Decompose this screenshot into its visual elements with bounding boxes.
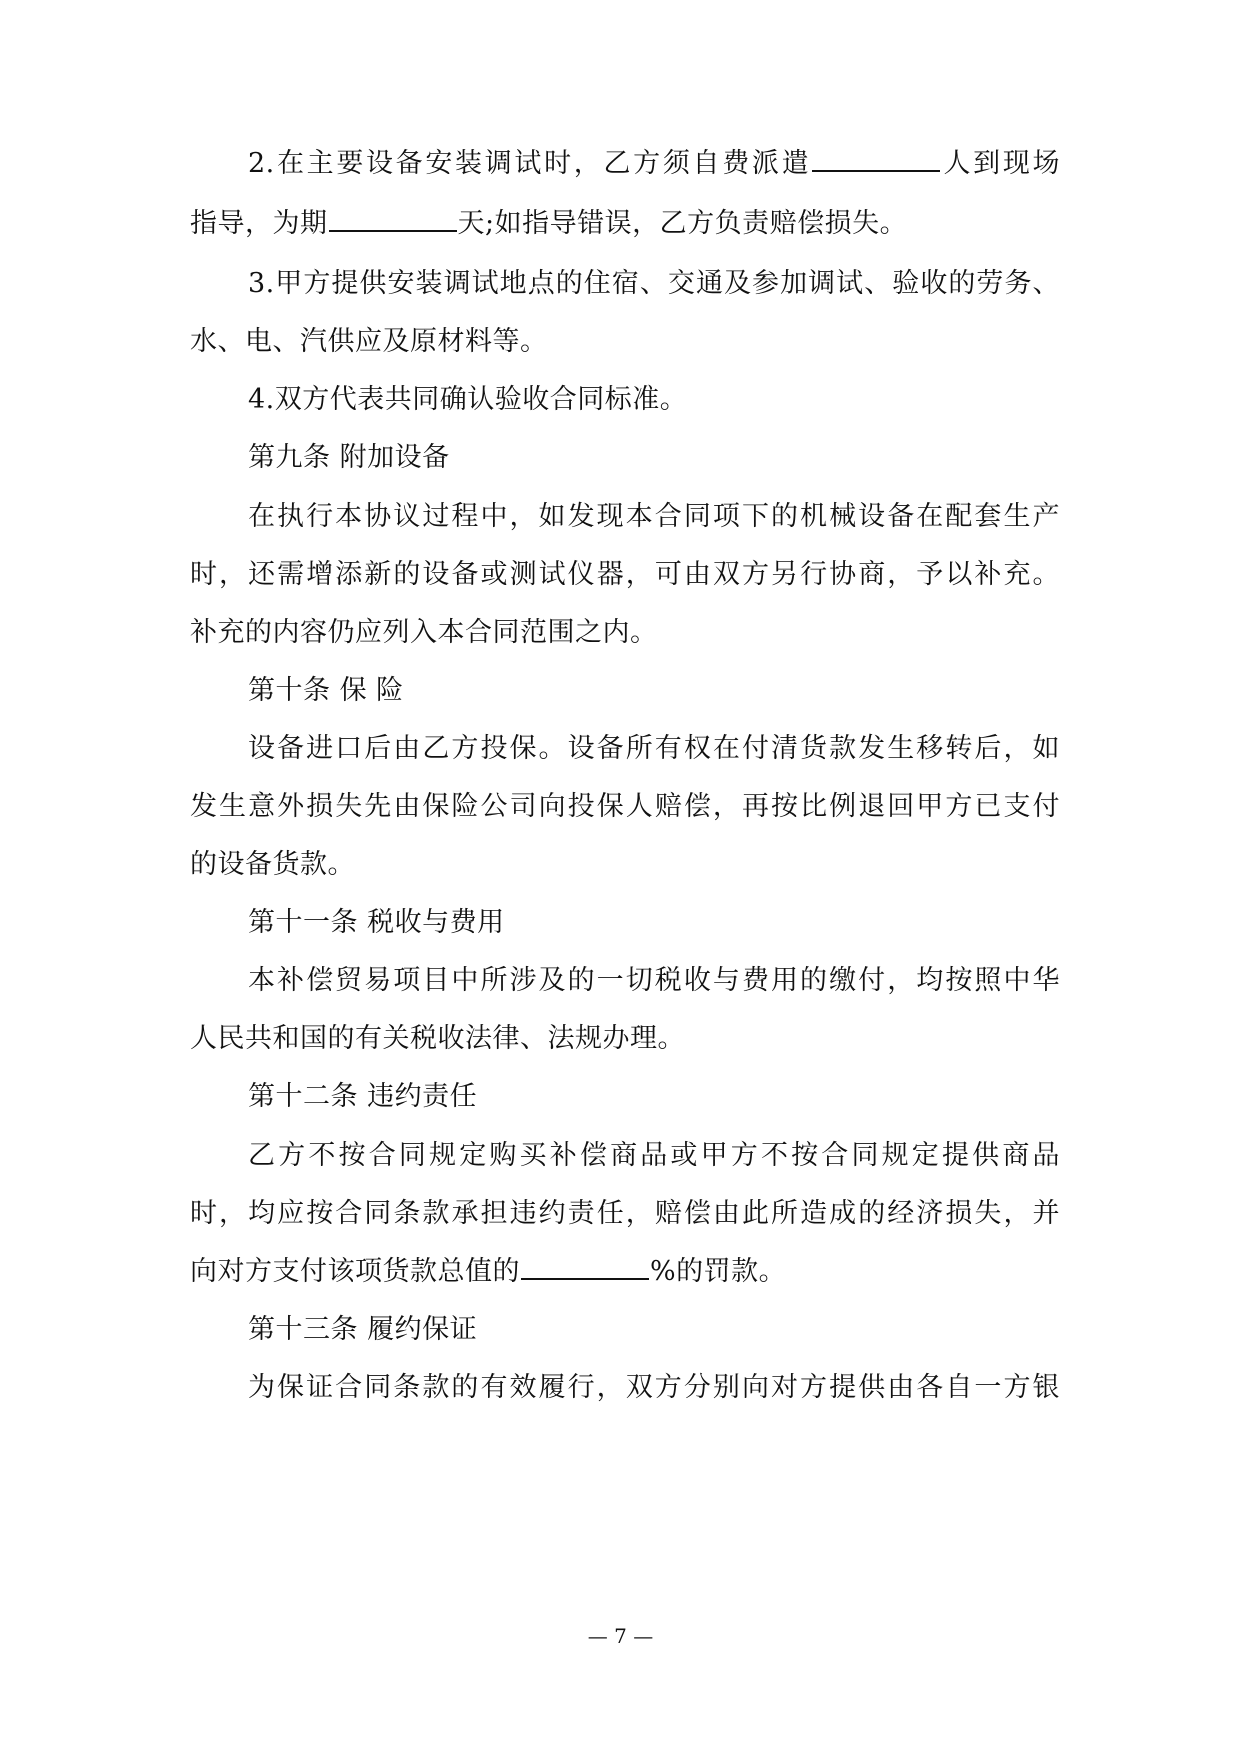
clause-8-item-2-line-2: 指导，为期 天;如指导错误，乙方负责赔偿损失。 [190, 208, 908, 239]
clause-10-heading: 第十条 保 险 [248, 675, 404, 706]
clause-10-para-line-2: 发生意外损失先由保险公司向投保人赔偿，再按比例退回甲方已支付 [190, 791, 1060, 822]
clause-11-heading: 第十一条 税收与费用 [248, 907, 505, 938]
clause-8-item-2-line-1: 2.在主要设备安装调试时，乙方须自费派遣 人到现场 [248, 148, 1061, 179]
clause-12-para-line-3: 向对方支付该项货款总值的 %的罚款。 [190, 1256, 787, 1287]
clause-9-para-line-2: 时，还需增添新的设备或测试仪器，可由双方另行协商，予以补充。 [190, 559, 1060, 590]
blank-field-days [329, 206, 457, 232]
blank-field-penalty-percent [521, 1254, 649, 1280]
clause-9-para-line-1: 在执行本协议过程中，如发现本合同项下的机械设备在配套生产 [248, 501, 1060, 532]
clause-8-item-3-line-1: 3.甲方提供安装调试地点的住宿、交通及参加调试、验收的劳务、 [248, 268, 1060, 299]
clause-10-para-line-3: 的设备货款。 [190, 849, 355, 880]
clause-13-para-line-1: 为保证合同条款的有效履行，双方分别向对方提供由各自一方银 [248, 1372, 1060, 1403]
blank-field-persons [812, 146, 940, 172]
page-number: — 7 — [587, 1624, 654, 1648]
clause-11-para-line-1: 本补偿贸易项目中所涉及的一切税收与费用的缴付，均按照中华 [248, 965, 1060, 996]
clause-13-heading: 第十三条 履约保证 [248, 1314, 478, 1345]
clause-12-para-line-2: 时，均应按合同条款承担违约责任，赔偿由此所造成的经济损失，并 [190, 1198, 1060, 1229]
clause-9-para-line-3: 补充的内容仍应列入本合同范围之内。 [190, 617, 658, 648]
clause-8-item-4: 4.双方代表共同确认验收合同标准。 [248, 384, 688, 415]
clause-12-heading: 第十二条 违约责任 [248, 1081, 478, 1112]
clause-8-item-3-line-2: 水、电、汽供应及原材料等。 [190, 326, 548, 357]
clause-12-para-line-1: 乙方不按合同规定购买补偿商品或甲方不按合同规定提供商品 [248, 1140, 1060, 1171]
clause-9-heading: 第九条 附加设备 [248, 442, 450, 473]
clause-10-para-line-1: 设备进口后由乙方投保。设备所有权在付清货款发生移转后，如 [248, 733, 1060, 764]
clause-11-para-line-2: 人民共和国的有关税收法律、法规办理。 [190, 1023, 685, 1054]
